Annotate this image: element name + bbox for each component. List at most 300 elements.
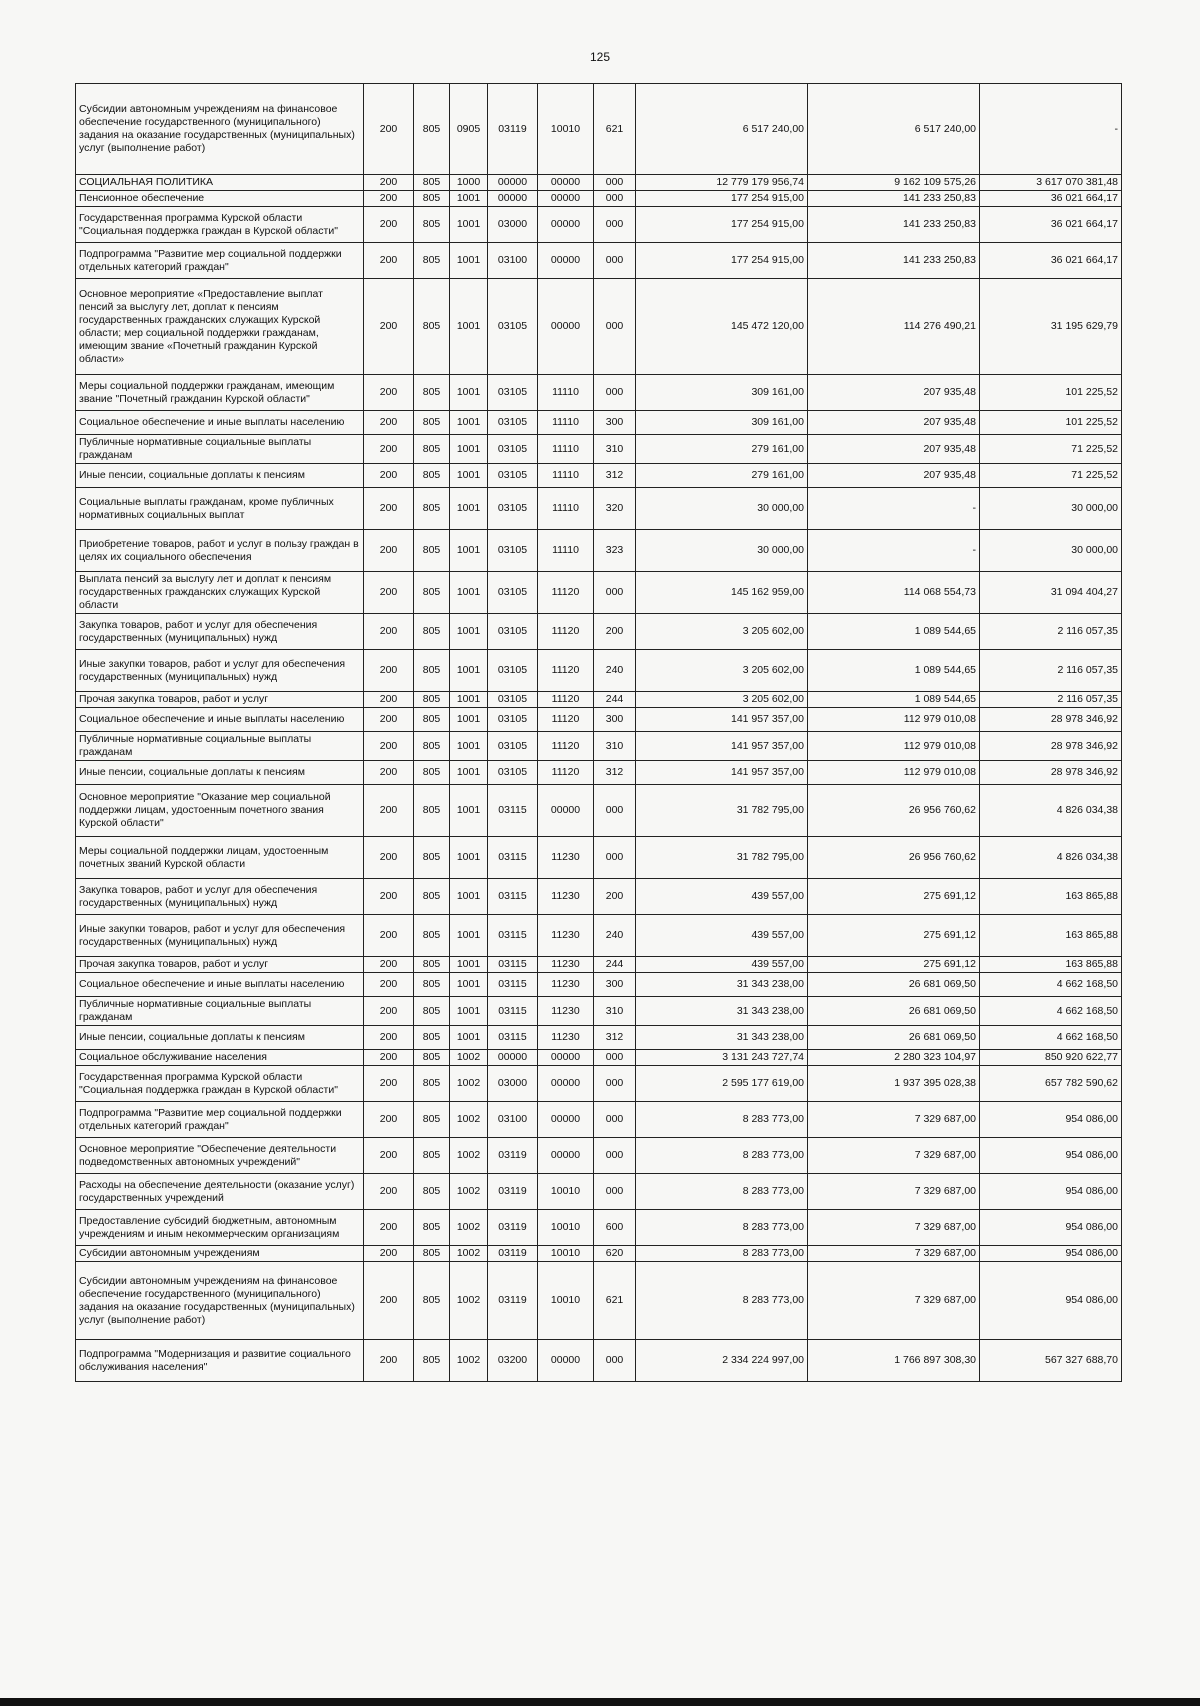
direction-code: 11230 [538,879,594,915]
ministry-code: 805 [414,997,450,1026]
row-name: Приобретение товаров, работ и услуг в пользу граждан в целях их социального обеспечения [76,530,364,572]
row-name: Государственная программа Курской области "Социальная поддержка граждан в Курской области" [76,207,364,243]
ministry-code: 805 [414,1262,450,1340]
admin-code: 200 [364,207,414,243]
admin-code: 200 [364,1210,414,1246]
executed-amount: 26 956 760,62 [808,837,980,879]
executed-amount: 1 766 897 308,30 [808,1340,980,1382]
ministry-code: 805 [414,207,450,243]
section-code: 1001 [450,879,488,915]
budget-table-body [76,84,1122,1382]
program-code: 03105 [488,488,538,530]
remaining-amount: 28 978 346,92 [980,708,1122,732]
section-code: 1001 [450,243,488,279]
ministry-code: 805 [414,957,450,973]
expense-type-code: 000 [594,1174,636,1210]
executed-amount: - [808,530,980,572]
table-row [76,1340,1122,1382]
direction-code: 11230 [538,915,594,957]
table-row [76,572,1122,614]
approved-amount: 309 161,00 [636,411,808,435]
ministry-code: 805 [414,1340,450,1382]
row-name: Закупка товаров, работ и услуг для обеспечения государственных (муниципальных) нужд [76,879,364,915]
program-code: 00000 [488,175,538,191]
remaining-amount: 36 021 664,17 [980,243,1122,279]
remaining-amount: 71 225,52 [980,464,1122,488]
admin-code: 200 [364,464,414,488]
direction-code: 11110 [538,488,594,530]
approved-amount: 8 283 773,00 [636,1262,808,1340]
remaining-amount: 850 920 622,77 [980,1050,1122,1066]
ministry-code: 805 [414,84,450,175]
row-name: Иные пенсии, социальные доплаты к пенсиям [76,761,364,785]
section-code: 1001 [450,411,488,435]
executed-amount: 141 233 250,83 [808,191,980,207]
direction-code: 11120 [538,732,594,761]
row-name: Прочая закупка товаров, работ и услуг [76,692,364,708]
expense-type-code: 000 [594,175,636,191]
remaining-amount: 28 978 346,92 [980,761,1122,785]
expense-type-code: 323 [594,530,636,572]
direction-code: 11110 [538,435,594,464]
executed-amount: 26 956 760,62 [808,785,980,837]
direction-code: 11230 [538,837,594,879]
approved-amount: 309 161,00 [636,375,808,411]
admin-code: 200 [364,488,414,530]
program-code: 03115 [488,837,538,879]
remaining-amount: 30 000,00 [980,488,1122,530]
admin-code: 200 [364,375,414,411]
approved-amount: 141 957 357,00 [636,708,808,732]
ministry-code: 805 [414,279,450,375]
table-row [76,435,1122,464]
program-code: 03105 [488,650,538,692]
ministry-code: 805 [414,692,450,708]
row-name: СОЦИАЛЬНАЯ ПОЛИТИКА [76,175,364,191]
executed-amount: 26 681 069,50 [808,997,980,1026]
program-code: 03105 [488,614,538,650]
program-code: 03105 [488,761,538,785]
remaining-amount: 28 978 346,92 [980,732,1122,761]
admin-code: 200 [364,915,414,957]
admin-code: 200 [364,572,414,614]
program-code: 03105 [488,375,538,411]
section-code: 1001 [450,191,488,207]
section-code: 1002 [450,1210,488,1246]
program-code: 03105 [488,708,538,732]
approved-amount: 8 283 773,00 [636,1102,808,1138]
approved-amount: 2 595 177 619,00 [636,1066,808,1102]
remaining-amount: 954 086,00 [980,1210,1122,1246]
row-name: Публичные нормативные социальные выплаты гражданам [76,435,364,464]
table-row [76,279,1122,375]
table-row [76,1066,1122,1102]
page-number: 125 [589,50,611,64]
table-row [76,1102,1122,1138]
table-row [76,997,1122,1026]
executed-amount: 7 329 687,00 [808,1246,980,1262]
program-code: 03105 [488,411,538,435]
section-code: 1002 [450,1246,488,1262]
approved-amount: 3 131 243 727,74 [636,1050,808,1066]
executed-amount: 7 329 687,00 [808,1138,980,1174]
row-name: Подпрограмма "Развитие мер социальной поддержки отдельных категорий граждан" [76,1102,364,1138]
expense-type-code: 300 [594,708,636,732]
program-code: 03000 [488,207,538,243]
expense-type-code: 620 [594,1246,636,1262]
section-code: 1001 [450,435,488,464]
expense-type-code: 000 [594,191,636,207]
section-code: 1001 [450,464,488,488]
approved-amount: 8 283 773,00 [636,1210,808,1246]
remaining-amount: 163 865,88 [980,915,1122,957]
program-code: 03115 [488,785,538,837]
section-code: 1001 [450,708,488,732]
expense-type-code: 000 [594,1340,636,1382]
expense-type-code: 200 [594,614,636,650]
ministry-code: 805 [414,761,450,785]
row-name: Подпрограмма "Развитие мер социальной поддержки отдельных категорий граждан" [76,243,364,279]
row-name: Меры социальной поддержки лицам, удостоенным почетных званий Курской области [76,837,364,879]
remaining-amount: 101 225,52 [980,411,1122,435]
admin-code: 200 [364,1174,414,1210]
remaining-amount: 36 021 664,17 [980,207,1122,243]
approved-amount: 279 161,00 [636,464,808,488]
remaining-amount: 954 086,00 [980,1174,1122,1210]
table-row [76,207,1122,243]
ministry-code: 805 [414,785,450,837]
admin-code: 200 [364,957,414,973]
table-row [76,1262,1122,1340]
table-row [76,84,1122,175]
approved-amount: 3 205 602,00 [636,692,808,708]
approved-amount: 177 254 915,00 [636,207,808,243]
remaining-amount: 4 662 168,50 [980,1026,1122,1050]
row-name: Пенсионное обеспечение [76,191,364,207]
expense-type-code: 310 [594,997,636,1026]
direction-code: 00000 [538,1102,594,1138]
program-code: 03105 [488,435,538,464]
ministry-code: 805 [414,530,450,572]
expense-type-code: 000 [594,279,636,375]
executed-amount: 1 089 544,65 [808,650,980,692]
row-name: Социальное обеспечение и иные выплаты населению [76,411,364,435]
program-code: 03115 [488,915,538,957]
executed-amount: 6 517 240,00 [808,84,980,175]
program-code: 03105 [488,572,538,614]
remaining-amount: 2 116 057,35 [980,614,1122,650]
row-name: Подпрограмма "Модернизация и развитие социального обслуживания населения" [76,1340,364,1382]
table-row [76,732,1122,761]
direction-code: 00000 [538,243,594,279]
executed-amount: 207 935,48 [808,435,980,464]
section-code: 0905 [450,84,488,175]
admin-code: 200 [364,650,414,692]
ministry-code: 805 [414,1246,450,1262]
expense-type-code: 000 [594,243,636,279]
row-name: Меры социальной поддержки гражданам, имеющим звание "Почетный гражданин Курской области" [76,375,364,411]
admin-code: 200 [364,84,414,175]
approved-amount: 2 334 224 997,00 [636,1340,808,1382]
section-code: 1001 [450,572,488,614]
approved-amount: 145 472 120,00 [636,279,808,375]
row-name: Социальное обеспечение и иные выплаты населению [76,973,364,997]
table-row [76,837,1122,879]
table-row [76,614,1122,650]
executed-amount: 1 937 395 028,38 [808,1066,980,1102]
row-name: Социальное обеспечение и иные выплаты населению [76,708,364,732]
direction-code: 00000 [538,1050,594,1066]
direction-code: 10010 [538,1210,594,1246]
row-name: Иные пенсии, социальные доплаты к пенсиям [76,464,364,488]
expense-type-code: 300 [594,973,636,997]
approved-amount: 439 557,00 [636,879,808,915]
expense-type-code: 600 [594,1210,636,1246]
direction-code: 10010 [538,1174,594,1210]
row-name: Прочая закупка товаров, работ и услуг [76,957,364,973]
section-code: 1001 [450,692,488,708]
expense-type-code: 000 [594,375,636,411]
ministry-code: 805 [414,650,450,692]
table-row [76,761,1122,785]
remaining-amount: 2 116 057,35 [980,692,1122,708]
expense-type-code: 244 [594,957,636,973]
expense-type-code: 000 [594,572,636,614]
direction-code: 10010 [538,84,594,175]
remaining-amount: - [980,84,1122,175]
ministry-code: 805 [414,191,450,207]
row-name: Субсидии автономным учреждениям на финансовое обеспечение государственного (муниципального) задания на оказание государственных (муниципальных) услуг (выполнение работ) [76,1262,364,1340]
remaining-amount: 71 225,52 [980,435,1122,464]
expense-type-code: 621 [594,1262,636,1340]
approved-amount: 30 000,00 [636,488,808,530]
approved-amount: 31 343 238,00 [636,973,808,997]
table-row [76,957,1122,973]
admin-code: 200 [364,1066,414,1102]
approved-amount: 6 517 240,00 [636,84,808,175]
admin-code: 200 [364,191,414,207]
executed-amount: 112 979 010,08 [808,708,980,732]
executed-amount: 207 935,48 [808,411,980,435]
direction-code: 11120 [538,650,594,692]
table-row [76,1246,1122,1262]
row-name: Основное мероприятие «Предоставление выплат пенсий за выслугу лет, доплат к пенсиям государственных гражданских служащих Курской области; мер социальной поддержки гражданам, имеющим звание «Почетный гражданин Курской области» [76,279,364,375]
direction-code: 11120 [538,572,594,614]
expense-type-code: 200 [594,879,636,915]
section-code: 1001 [450,488,488,530]
admin-code: 200 [364,1246,414,1262]
ministry-code: 805 [414,1102,450,1138]
table-row [76,650,1122,692]
program-code: 03100 [488,1102,538,1138]
section-code: 1001 [450,732,488,761]
admin-code: 200 [364,1262,414,1340]
program-code: 03200 [488,1340,538,1382]
admin-code: 200 [364,175,414,191]
direction-code: 11230 [538,957,594,973]
scan-edge [0,1698,1200,1706]
program-code: 03119 [488,1174,538,1210]
row-name: Основное мероприятие "Обеспечение деятельности подведомственных автономных учреждений" [76,1138,364,1174]
executed-amount: 275 691,12 [808,957,980,973]
direction-code: 00000 [538,1340,594,1382]
program-code: 03115 [488,957,538,973]
expense-type-code: 320 [594,488,636,530]
program-code: 03115 [488,997,538,1026]
remaining-amount: 954 086,00 [980,1138,1122,1174]
section-code: 1002 [450,1066,488,1102]
table-row [76,973,1122,997]
program-code: 03100 [488,243,538,279]
executed-amount: 1 089 544,65 [808,614,980,650]
approved-amount: 279 161,00 [636,435,808,464]
executed-amount: 26 681 069,50 [808,1026,980,1050]
expense-type-code: 000 [594,1066,636,1102]
row-name: Иные пенсии, социальные доплаты к пенсиям [76,1026,364,1050]
direction-code: 10010 [538,1262,594,1340]
direction-code: 11230 [538,973,594,997]
row-name: Закупка товаров, работ и услуг для обеспечения государственных (муниципальных) нужд [76,614,364,650]
row-name: Основное мероприятие "Оказание мер социальной поддержки лицам, удостоенным почетного звания Курской области" [76,785,364,837]
admin-code: 200 [364,1138,414,1174]
row-name: Иные закупки товаров, работ и услуг для обеспечения государственных (муниципальных) нужд [76,650,364,692]
ministry-code: 805 [414,1138,450,1174]
ministry-code: 805 [414,837,450,879]
executed-amount: 207 935,48 [808,464,980,488]
ministry-code: 805 [414,973,450,997]
executed-amount: - [808,488,980,530]
ministry-code: 805 [414,915,450,957]
remaining-amount: 4 662 168,50 [980,997,1122,1026]
section-code: 1001 [450,279,488,375]
executed-amount: 7 329 687,00 [808,1174,980,1210]
approved-amount: 31 782 795,00 [636,785,808,837]
budget-table [75,83,1122,1382]
approved-amount: 439 557,00 [636,957,808,973]
ministry-code: 805 [414,708,450,732]
direction-code: 11110 [538,530,594,572]
ministry-code: 805 [414,879,450,915]
row-name: Государственная программа Курской области "Социальная поддержка граждан в Курской области" [76,1066,364,1102]
row-name: Социальное обслуживание населения [76,1050,364,1066]
executed-amount: 207 935,48 [808,375,980,411]
remaining-amount: 101 225,52 [980,375,1122,411]
table-row [76,1050,1122,1066]
section-code: 1001 [450,785,488,837]
section-code: 1002 [450,1050,488,1066]
program-code: 03105 [488,530,538,572]
row-name: Выплата пенсий за выслугу лет и доплат к пенсиям государственных гражданских служащих Курской области [76,572,364,614]
expense-type-code: 244 [594,692,636,708]
approved-amount: 8 283 773,00 [636,1174,808,1210]
ministry-code: 805 [414,464,450,488]
table-row [76,1174,1122,1210]
ministry-code: 805 [414,1050,450,1066]
expense-type-code: 300 [594,411,636,435]
direction-code: 11110 [538,375,594,411]
section-code: 1001 [450,957,488,973]
approved-amount: 439 557,00 [636,915,808,957]
table-row [76,411,1122,435]
direction-code: 11120 [538,708,594,732]
approved-amount: 145 162 959,00 [636,572,808,614]
ministry-code: 805 [414,375,450,411]
expense-type-code: 240 [594,650,636,692]
approved-amount: 3 205 602,00 [636,614,808,650]
remaining-amount: 954 086,00 [980,1262,1122,1340]
admin-code: 200 [364,1340,414,1382]
row-name: Публичные нормативные социальные выплаты гражданам [76,732,364,761]
table-row [76,915,1122,957]
executed-amount: 112 979 010,08 [808,761,980,785]
section-code: 1001 [450,650,488,692]
table-row [76,708,1122,732]
program-code: 03119 [488,1262,538,1340]
executed-amount: 7 329 687,00 [808,1210,980,1246]
program-code: 03105 [488,732,538,761]
direction-code: 11120 [538,614,594,650]
program-code: 03105 [488,464,538,488]
expense-type-code: 240 [594,915,636,957]
approved-amount: 12 779 179 956,74 [636,175,808,191]
admin-code: 200 [364,435,414,464]
admin-code: 200 [364,279,414,375]
remaining-amount: 657 782 590,62 [980,1066,1122,1102]
program-code: 00000 [488,191,538,207]
remaining-amount: 31 094 404,27 [980,572,1122,614]
ministry-code: 805 [414,411,450,435]
table-row [76,1026,1122,1050]
admin-code: 200 [364,732,414,761]
ministry-code: 805 [414,1026,450,1050]
expense-type-code: 621 [594,84,636,175]
approved-amount: 141 957 357,00 [636,732,808,761]
expense-type-code: 000 [594,1050,636,1066]
section-code: 1000 [450,175,488,191]
direction-code: 11120 [538,692,594,708]
direction-code: 00000 [538,279,594,375]
approved-amount: 31 343 238,00 [636,997,808,1026]
program-code: 03119 [488,1246,538,1262]
section-code: 1001 [450,837,488,879]
admin-code: 200 [364,708,414,732]
program-code: 03115 [488,973,538,997]
executed-amount: 7 329 687,00 [808,1262,980,1340]
direction-code: 00000 [538,175,594,191]
executed-amount: 141 233 250,83 [808,243,980,279]
approved-amount: 8 283 773,00 [636,1246,808,1262]
admin-code: 200 [364,614,414,650]
admin-code: 200 [364,837,414,879]
direction-code: 10010 [538,1246,594,1262]
table-row [76,785,1122,837]
admin-code: 200 [364,692,414,708]
table-row [76,191,1122,207]
table-row [76,1138,1122,1174]
program-code: 03105 [488,279,538,375]
admin-code: 200 [364,785,414,837]
section-code: 1001 [450,973,488,997]
direction-code: 11230 [538,997,594,1026]
remaining-amount: 163 865,88 [980,879,1122,915]
expense-type-code: 000 [594,1102,636,1138]
remaining-amount: 163 865,88 [980,957,1122,973]
admin-code: 200 [364,879,414,915]
section-code: 1002 [450,1102,488,1138]
ministry-code: 805 [414,1174,450,1210]
remaining-amount: 2 116 057,35 [980,650,1122,692]
ministry-code: 805 [414,614,450,650]
